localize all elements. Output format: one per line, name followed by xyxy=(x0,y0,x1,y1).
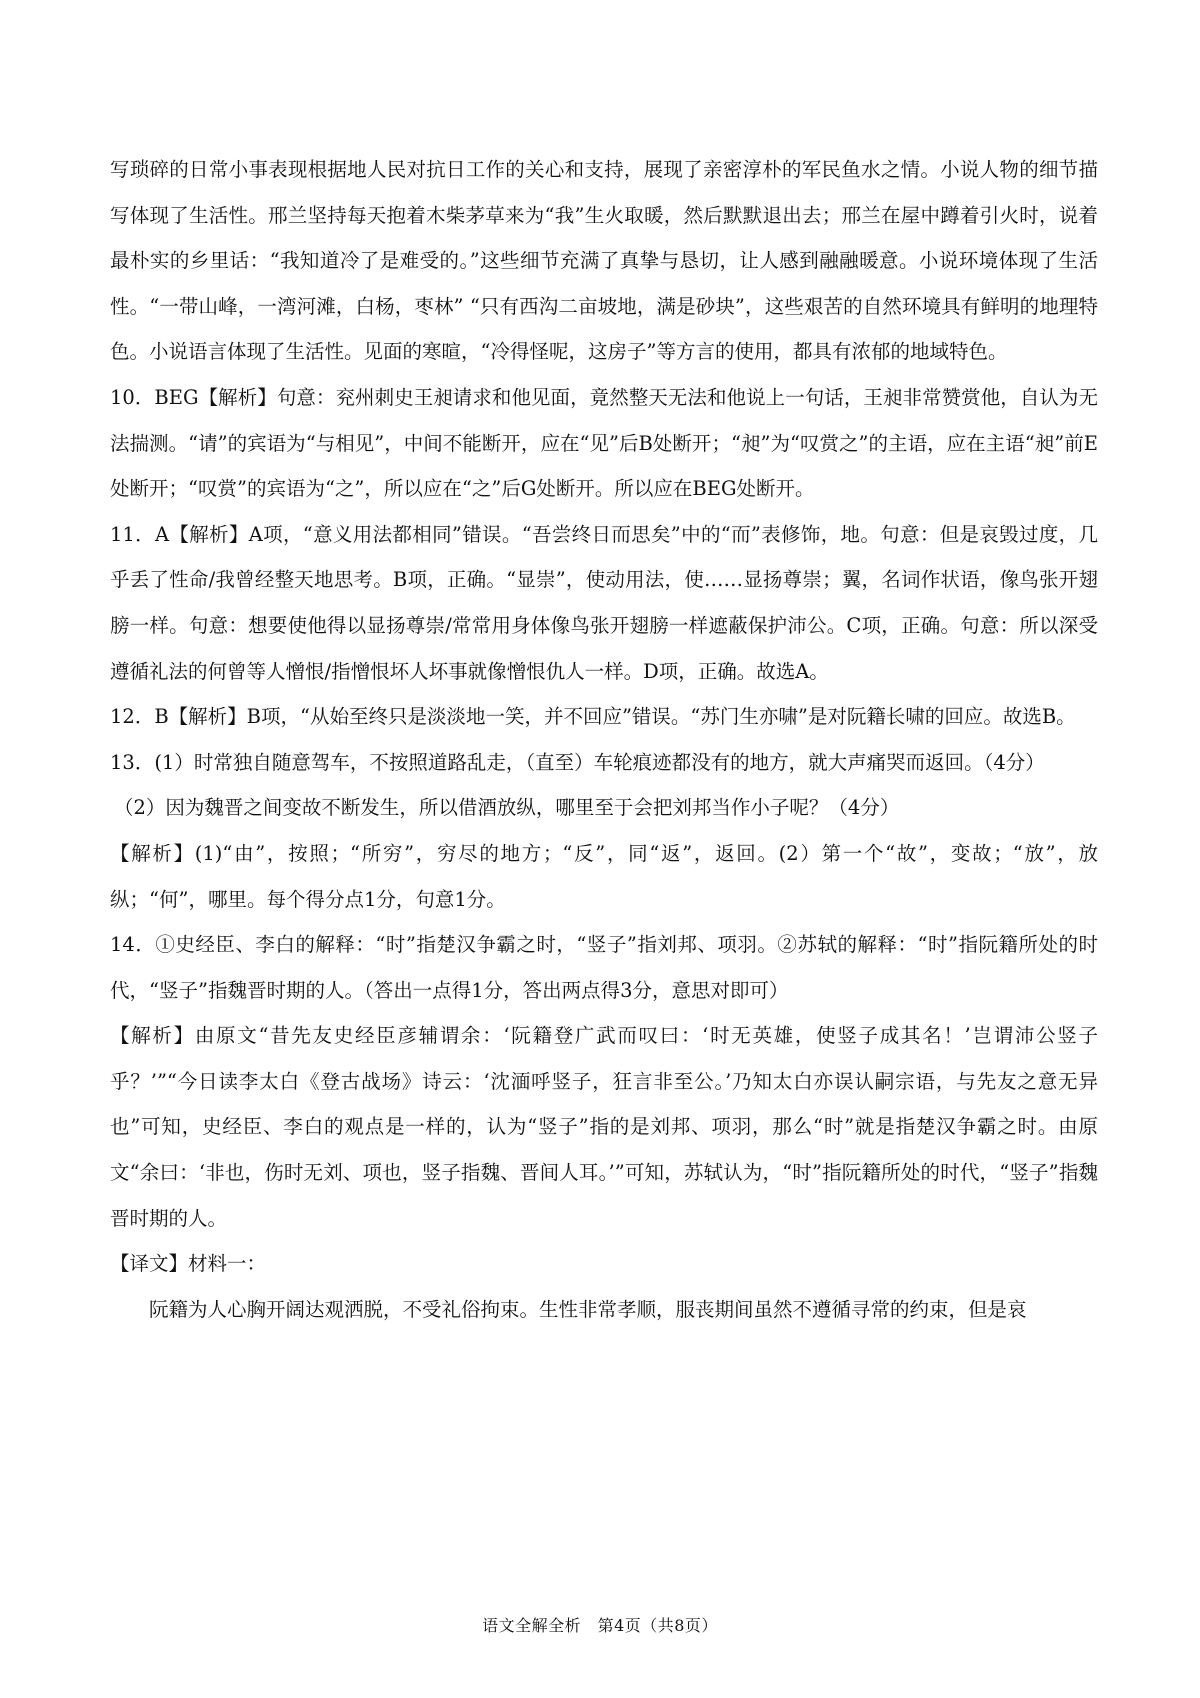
paragraph-q14-analysis: 【解析】由原文“昔先友史经臣彦辅谓余：‘阮籍登广武而叹曰：‘时无英雄，使竖子成其名！’岂谓沛公竖子乎？’”“今日读李太白《登古战场》诗云：‘沈湎呼竖子，狂言非至公。’乃知太白亦误认嗣宗语，与先友之意无异也”可知，史经臣、李白的观点是一样的，认为“竖子”指的是刘邦、项羽，那么“时”就是指楚汉争霸之时。由原文“余曰：‘非也，伤时无刘、项也，竖子指魏、晋间人耳。’”可知，苏轼认为，“时”指阮籍所处的时代，“竖子”指魏晋时期的人。 xyxy=(110,1024,1098,1230)
paragraph-q13-part2: （2）因为魏晋之间变故不断发生，所以借酒放纵，哪里至于会把刘邦当作小子呢？（4分） xyxy=(114,796,900,820)
paragraph-translation-body: 阮籍为人心胸开阔达观洒脱，不受礼俗拘束。生性非常孝顺，服丧期间虽然不遵循寻常的约束，但是哀 xyxy=(149,1297,1027,1321)
paragraph-q13-analysis: 【解析】(1)“由”，按照；“所穷”，穷尽的地方；“反”，同“返”，返回。(2）第一个“故”，变故；“放”，放纵；“何”，哪里。每个得分点1分，句意1分。 xyxy=(110,841,1098,911)
page-footer: 语文全解全析 第4页（共8页） xyxy=(482,1616,718,1635)
paragraph-q12-answer: 12．B【解析】B项，“从始至终只是淡淡地一笑，并不回应”错误。“苏门生亦啸”是对阮籍长啸的回应。故选B。 xyxy=(110,705,1076,729)
paragraph-q13-part1: 13．(1）时常独自随意驾车，不按照道路乱走，（直至）车轮痕迹都没有的地方，就大声痛哭而返回。（4分） xyxy=(110,750,1045,774)
paragraph-q10-answer: 10．BEG【解析】句意：兖州刺史王昶请求和他见面，竟然整天无法和他说上一句话，王昶非常赞赏他，自认为无法揣测。“请”的宾语为“与相见”，中间不能断开，应在“见”后B处断开；“昶”为“叹赏之”的主语，应在主语“昶”前E处断开；“叹赏”的宾语为“之”，所以应在“之”后G处断开。所以应在BEG处断开。 xyxy=(110,385,1098,501)
paragraph-translation-heading: 【译文】材料一： xyxy=(110,1252,267,1276)
paragraph-q14-answer: 14．①史经臣、李白的解释：“时”指楚汉争霸之时，“竖子”指刘邦、项羽。②苏轼的解释：“时”指阮籍所处的时代，“竖子”指魏晋时期的人。（答出一点得1分，答出两点得3分，意思对即可） xyxy=(110,933,1098,1002)
answer-content xyxy=(110,147,1098,1332)
paragraph-q9-continuation: 写琐碎的日常小事表现根据地人民对抗日工作的关心和支持，展现了亲密淳朴的军民鱼水之情。小说人物的细节描写体现了生活性。邢兰坚持每天抱着木柴茅草来为“我”生火取暖，然后默默退出去；邢兰在屋中蹲着引火时，说着最朴实的乡里话：“我知道冷了是难受的。”这些细节充满了真挚与恳切，让人感到融融暖意。小说环境体现了生活性。“一带山峰，一湾河滩，白杨，枣林” “只有西沟二亩坡地，满是砂块”，这些艰苦的自然环境具有鲜明的地理特色。小说语言体现了生活性。见面的寒暄，“冷得怪呢，这房子”等方言的使用，都具有浓郁的地域特色。 xyxy=(110,158,1098,364)
paragraph-q11-answer: 11．A【解析】A项，“意义用法都相同”错误。“吾尝终日而思矣”中的“而”表修饰，地。句意：但是哀毁过度，几乎丢了性命/我曾经整天地思考。B项，正确。“显崇”，使动用法，使……显扬尊崇；翼，名词作状语，像鸟张开翅膀一样。句意：想要使他得以显扬尊崇/常常用身体像鸟张开翅膀一样遮蔽保护沛公。C项，正确。句意：所以深受遵循礼法的何曾等人憎恨/指憎恨坏人坏事就像憎恨仇人一样。D项，正确。故选A。 xyxy=(110,522,1098,683)
